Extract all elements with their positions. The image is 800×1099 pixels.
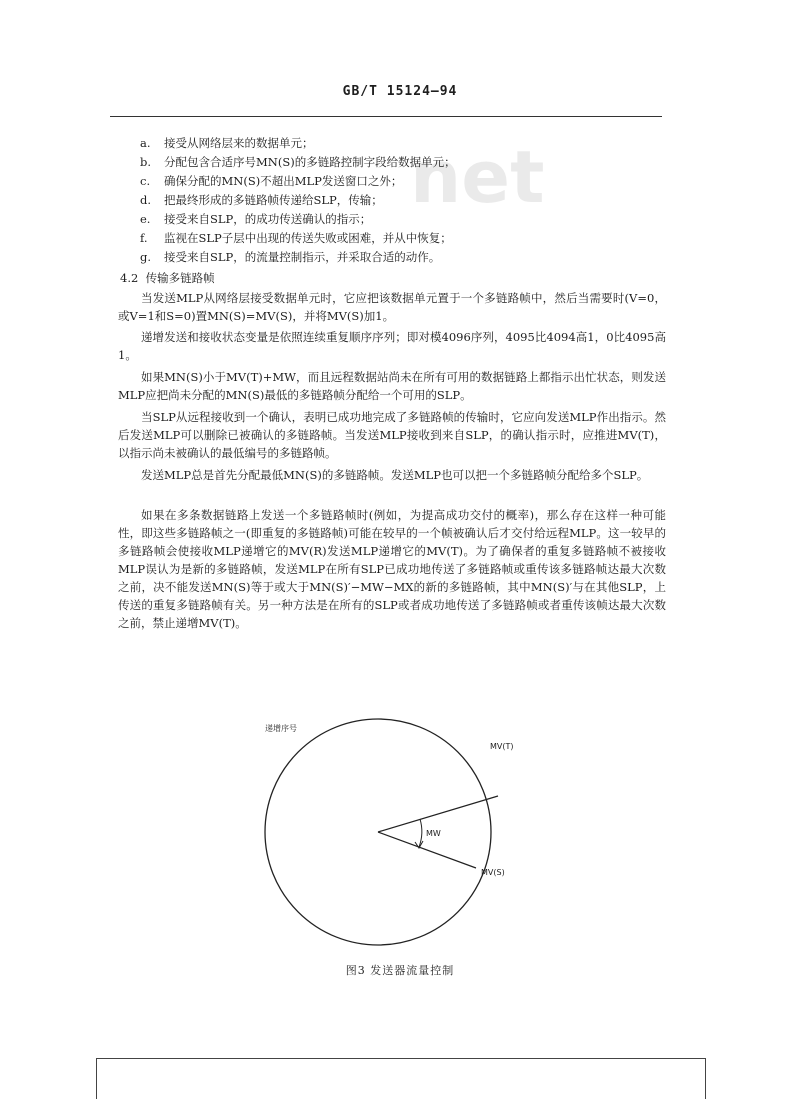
mvs-label: MV(S) (481, 868, 505, 877)
increment-sequence-label: 递增序号 (265, 724, 297, 733)
paragraph: 发送MLP总是首先分配最低MN(S)的多链路帧。发送MLP也可以把一个多链路帧分配给多个SLP。 (141, 468, 649, 482)
list-item: b. 分配包含合适序号MN(S)的多链路控制字段给数据单元； (140, 155, 456, 169)
list-item: f. 监视在SLP子层中出现的传送失败或困难，并从中恢复； (140, 231, 452, 245)
mvt-pointer-line (378, 796, 498, 832)
list-item: g. 接受来自SLP，的流量控制指示，并采取合适的动作。 (140, 250, 441, 264)
paragraph: 如果MN(S)小于MV(T)+MW，而且远程数据站尚未在所有可用的数据链路上都指示出忙状态，则发送MLP应把尚未分配的MN(S)最低的多链路帧分配给一个可用的SLP。 (118, 370, 666, 402)
paragraph: 如果在多条数据链路上发送一个多链路帧时(例如，为提高成功交付的概率)，那么存在这样一种可能性，即这些多链路帧之一(即重复的多链路帧)可能在较早的一个帧被确认后才交付给远程MLP。这一较早的多链路帧会使接收MLP递增它的MV(R)发送MLP递增它的MV(T)。为了确保者的重复多链路帧不被接收MLP误认为是新的多链路帧，发送MLP在所有SLP已成功地传送了多链路帧或重传该多链路帧达最大次数之前，决不能发送MN(S)等于或大于MN(S)′−MW−MX的新的多链路帧，其中MN(S)′与在其他SLP，上传送的重复多链路帧有关。另一种方法是在所有的SLP或者成功地传送了多链路帧或者重传该帧达最大次数之前，禁止递增MV(T)。 (118, 508, 666, 630)
header-standard-number: GB/T 15124—94 (342, 84, 458, 99)
paragraph: 递增发送和接收状态变量是依照连续重复顺序序列；即对模4096序列，4095比4094高1，0比4095高1。 (118, 330, 666, 362)
paragraph: 当发送MLP从网络层接受数据单元时，它应把该数据单元置于一个多链路帧中，然后当需要时(V=0，或V=1和S=0)置MN(S)=MV(S)，并将MV(S)加1。 (118, 291, 666, 323)
header-divider (110, 116, 662, 117)
paragraph: 当SLP从远程接收到一个确认，表明已成功地完成了多链路帧的传输时，它应向发送MLP作出指示。然后发送MLP可以删除已被确认的多链路帧。当发送MLP接收到来自SLP，的确认指示时，应推进MV(T)，以指示尚未被确认的最低编号的多链路帧。 (118, 410, 666, 460)
mvt-label: MV(T) (490, 742, 514, 751)
list-item: a. 接受从网络层来的数据单元； (140, 136, 314, 150)
section-title: 传输多链路帧 (145, 271, 215, 285)
watermark: net (410, 135, 545, 219)
list-item: c. 确保分配的MN(S)不超出MLP发送窗口之外； (140, 174, 403, 188)
page-bottom-frame (96, 1058, 706, 1099)
figure-caption: 图3 发送器流量控制 (345, 964, 455, 977)
mw-label: MW (426, 829, 441, 838)
section-heading (120, 270, 215, 286)
list-item: d. 把最终形成的多链路帧传递给SLP，传输； (140, 193, 383, 207)
list-item: e. 接受来自SLP，的成功传送确认的指示； (140, 212, 372, 226)
section-number: 4.2 (120, 271, 139, 285)
flow-control-diagram (0, 700, 800, 960)
mw-arc (419, 819, 422, 847)
